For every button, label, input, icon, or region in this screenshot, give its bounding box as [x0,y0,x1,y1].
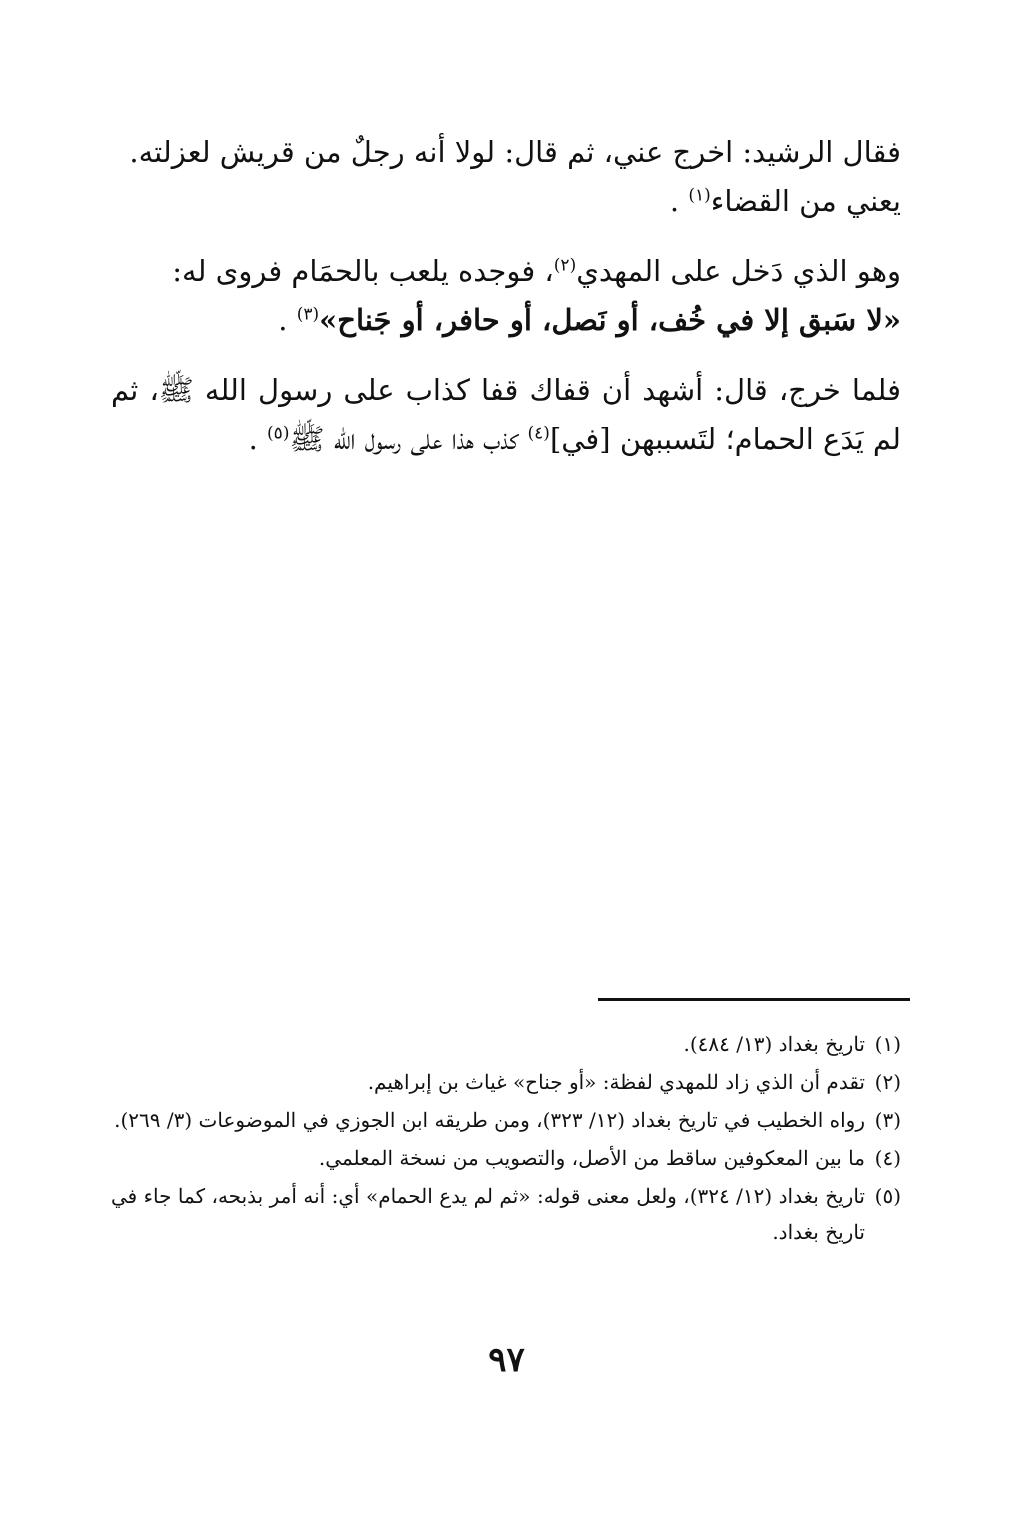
footnote-text: تاريخ بغداد (١٣/ ٤٨٤). [683,1032,865,1056]
footnote-item [111,1102,901,1138]
p2-text2: ، فوجده يلعب بالحمَام فروى له: [172,254,554,288]
p2-text1: وهو الذي دَخل على المهدي [576,254,901,288]
footnote-text: تاريخ بغداد (١٢/ ٣٢٤)، ولعل معنى قوله: «ثم لم يدع الحمام» أي: أنه أمر بذبحه، كما جاء في تاريخ بغداد. [111,1184,865,1244]
p3-text2: كذب هذا على رسول الله ﷺ [289,422,528,456]
page-number: ٩٧ [488,1340,525,1380]
p3-end: . [248,422,258,456]
footnote-number: (٥) [874,1184,901,1208]
footnote-ref-1: (١) [688,185,711,206]
footnote-item [111,1178,901,1250]
p1-line1: فقال الرشيد: اخرج عني، ثم قال: لولا أنه رجلٌ من قريش لعزلته. [129,135,901,169]
p1-end: . [669,184,680,218]
paragraph-1 [111,128,901,226]
footnote-item [111,1140,901,1176]
footnote-ref-2: (٢) [553,255,577,276]
footnote-text: تقدم أن الذي زاد للمهدي لفظة: «أو جناح» غياث بن إبراهيم. [367,1070,865,1094]
footnote-item [111,1064,901,1100]
p2-end: . [278,303,288,337]
footnote-ref-4: (٤) [527,423,550,444]
footnote-text: ما بين المعكوفين ساقط من الأصل، والتصويب من نسخة المعلمي. [318,1146,865,1170]
paragraph-2 [111,247,901,345]
footnotes [111,1026,901,1252]
footnote-number: (٢) [874,1070,901,1094]
footnote-number: (١) [874,1032,901,1056]
footnote-separator [598,998,910,1001]
paragraph-3 [111,366,901,464]
footnote-item [111,1026,901,1062]
footnote-ref-5: (٥) [267,423,290,444]
p3-text1: فلما خرج، قال: أشهد أن قفاك قفا كذاب على رسول الله ﷺ، ثم لم يَدَع الحمام؛ لتَسببهن [في] [111,373,901,456]
footnote-ref-3: (٣) [296,304,320,325]
main-text [111,128,901,485]
footnote-text: رواه الخطيب في تاريخ بغداد (١٢/ ٣٢٣)، ومن طريقه ابن الجوزي في الموضوعات (٣/ ٢٦٩). [114,1108,865,1132]
footnote-number: (٤) [874,1146,901,1170]
p1-line2: يعني من القضاء [710,184,901,218]
hadith-quote: «لا سَبق إلا في خُف، أو نَصل، أو حافر، أو جَناح» [319,303,901,337]
footnote-number: (٣) [874,1108,901,1132]
